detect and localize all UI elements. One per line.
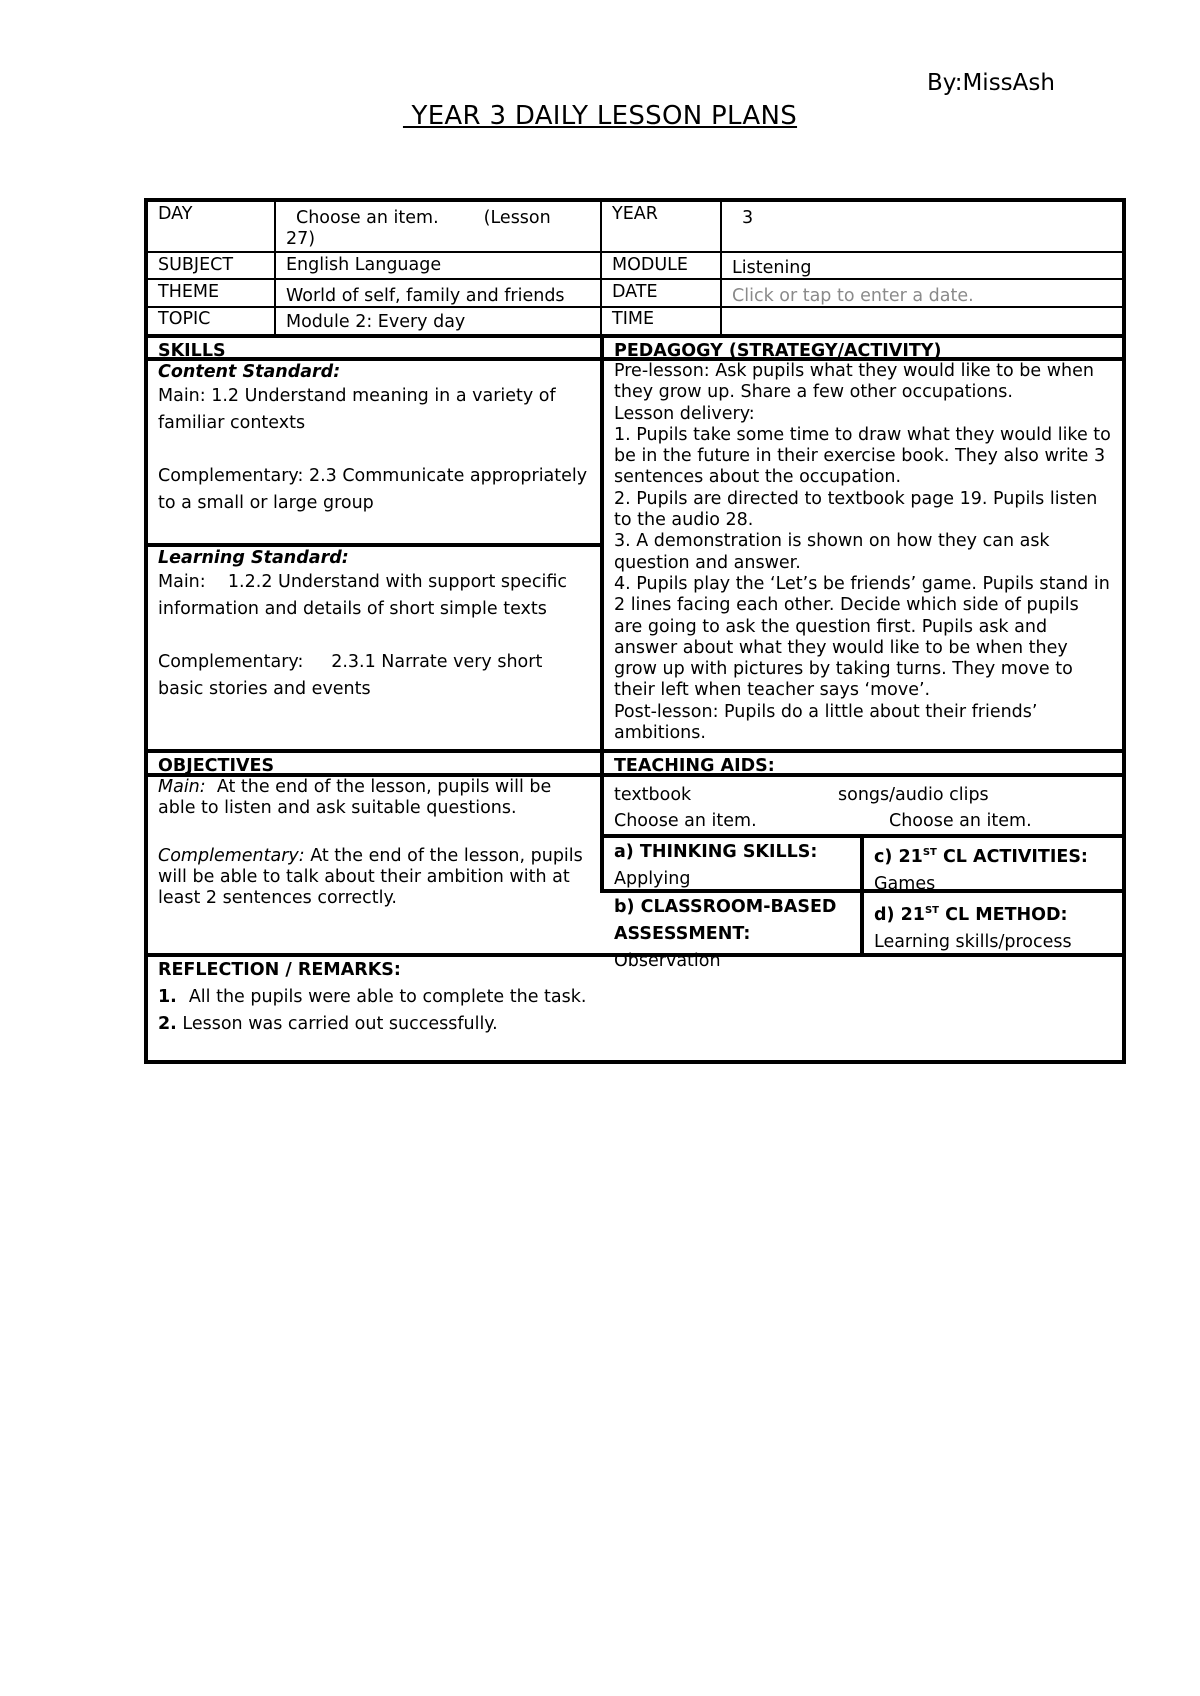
content-main: Main: 1.2 Understand meaning in a variety of familiar contexts [158, 386, 556, 433]
reflection-item: 2. Lesson was carried out successfully. [158, 1014, 498, 1034]
pedagogy-content [604, 361, 1122, 747]
assessment-heading: b) CLASSROOM-BASED ASSESSMENT: [614, 897, 837, 944]
content-standard-block [148, 361, 600, 520]
objectives-complementary-text: At the end of the lesson, pupils will be able to talk about their ambition with at least 2 sentences correctly. [158, 845, 583, 909]
subject-label: SUBJECT [158, 255, 234, 275]
date-field[interactable]: Click or tap to enter a date. [732, 286, 974, 306]
module-label: MODULE [612, 255, 688, 275]
teaching-aid-select-1[interactable]: Choose an item. [614, 811, 757, 831]
teaching-aid-textbook[interactable]: textbook [614, 785, 692, 805]
content-standard-heading: Content Standard: [158, 362, 341, 382]
time-field[interactable] [722, 309, 1122, 333]
learning-standard-block [148, 547, 600, 706]
cl-activities-block [864, 839, 1122, 901]
pedagogy-line: 2. Pupils are directed to textbook page 19. Pupils listen to the audio 28. [614, 488, 1098, 531]
pedagogy-line: Lesson delivery: [614, 403, 755, 424]
topic-value[interactable]: Module 2: Every day [286, 312, 466, 332]
theme-value[interactable]: World of self, family and friends [286, 286, 565, 306]
thinking-skills-value[interactable]: Applying [614, 869, 691, 889]
objectives-content [148, 777, 600, 912]
pedagogy-line: 4. Pupils play the ‘Let’s be friends’ game. Pupils stand in 2 lines facing each other. Decide which side of pupils are going to ask the question first. Pupils ask and answer about what they would like to be when they grow up with pictures by taking turns. They move to their left when teacher says ‘move’. [614, 573, 1110, 701]
time-label: TIME [612, 309, 655, 329]
year-label: YEAR [612, 204, 658, 224]
objectives-complementary-label: Complementary: [158, 845, 305, 866]
pedagogy-line: Pre-lesson: Ask pupils what they would like to be when they grow up. Share a few other occupations. [614, 361, 1094, 403]
author-label: By:MissAsh [927, 70, 1055, 96]
objectives-main-text: At the end of the lesson, pupils will be able to listen and ask suitable questions. [158, 777, 557, 819]
pedagogy-heading: PEDAGOGY (STRATEGY/ACTIVITY) [614, 341, 942, 361]
table-border-bottom [144, 1060, 1126, 1064]
teaching-aids-heading: TEACHING AIDS: [614, 756, 775, 776]
reflection-heading: REFLECTION / REMARKS: [158, 960, 401, 980]
module-value[interactable]: Listening [732, 258, 812, 278]
skills-heading: SKILLS [158, 341, 226, 361]
thinking-skills-heading: a) THINKING SKILLS: [614, 842, 818, 862]
teaching-aid-audio[interactable]: songs/audio clips [838, 785, 989, 805]
theme-label: THEME [158, 282, 220, 302]
pedagogy-line: Post-lesson: Pupils do a little about their friends’ ambitions. [614, 701, 1038, 744]
content-complementary: Complementary: 2.3 Communicate appropriately to a small or large group [158, 466, 588, 513]
day-label: DAY [158, 204, 193, 224]
date-label: DATE [612, 282, 658, 302]
year-value[interactable]: 3 [742, 208, 754, 228]
pedagogy-line: 1. Pupils take some time to draw what they would like to be in the future in their exercise book. They also write 3 sentences about the occupation. [614, 424, 1111, 488]
cl-activities-heading: c) 21ST CL ACTIVITIES: [874, 846, 1088, 867]
learning-complementary: Complementary: 2.3.1 Narrate very short basic stories and events [158, 652, 548, 699]
table-border-right [1122, 198, 1126, 1064]
assessment-value[interactable]: Observation [614, 951, 721, 971]
lesson-number: 27) [286, 229, 316, 249]
objectives-heading: OBJECTIVES [158, 756, 275, 776]
objectives-main-label: Main: [158, 777, 206, 797]
pedagogy-line: 3. A demonstration is shown on how they can ask question and answer. [614, 531, 1050, 573]
day-field[interactable] [276, 205, 600, 253]
thinking-skills-block [604, 839, 860, 896]
learning-main: Main: 1.2.2 Understand with support specific information and details of short simple texts [158, 572, 573, 619]
lesson-plan-table [144, 198, 1126, 1064]
cl-activities-value[interactable]: Games [874, 873, 936, 894]
topic-label: TOPIC [158, 309, 211, 329]
subject-value[interactable]: English Language [286, 255, 442, 275]
page-title: YEAR 3 DAILY LESSON PLANS [402, 101, 798, 131]
learning-standard-heading: Learning Standard: [158, 548, 349, 568]
cl-method-block [864, 897, 1122, 959]
day-value[interactable]: Choose an item. [296, 208, 439, 228]
cl-method-heading: d) 21ST CL METHOD: [874, 904, 1068, 925]
lesson-value: (Lesson [483, 208, 551, 228]
reflection-block [148, 957, 1122, 1041]
cl-method-value[interactable]: Learning skills/process [874, 931, 1072, 952]
teaching-aid-select-2[interactable]: Choose an item. [889, 811, 1032, 831]
reflection-item: 1. All the pupils were able to complete the task. [158, 987, 587, 1007]
